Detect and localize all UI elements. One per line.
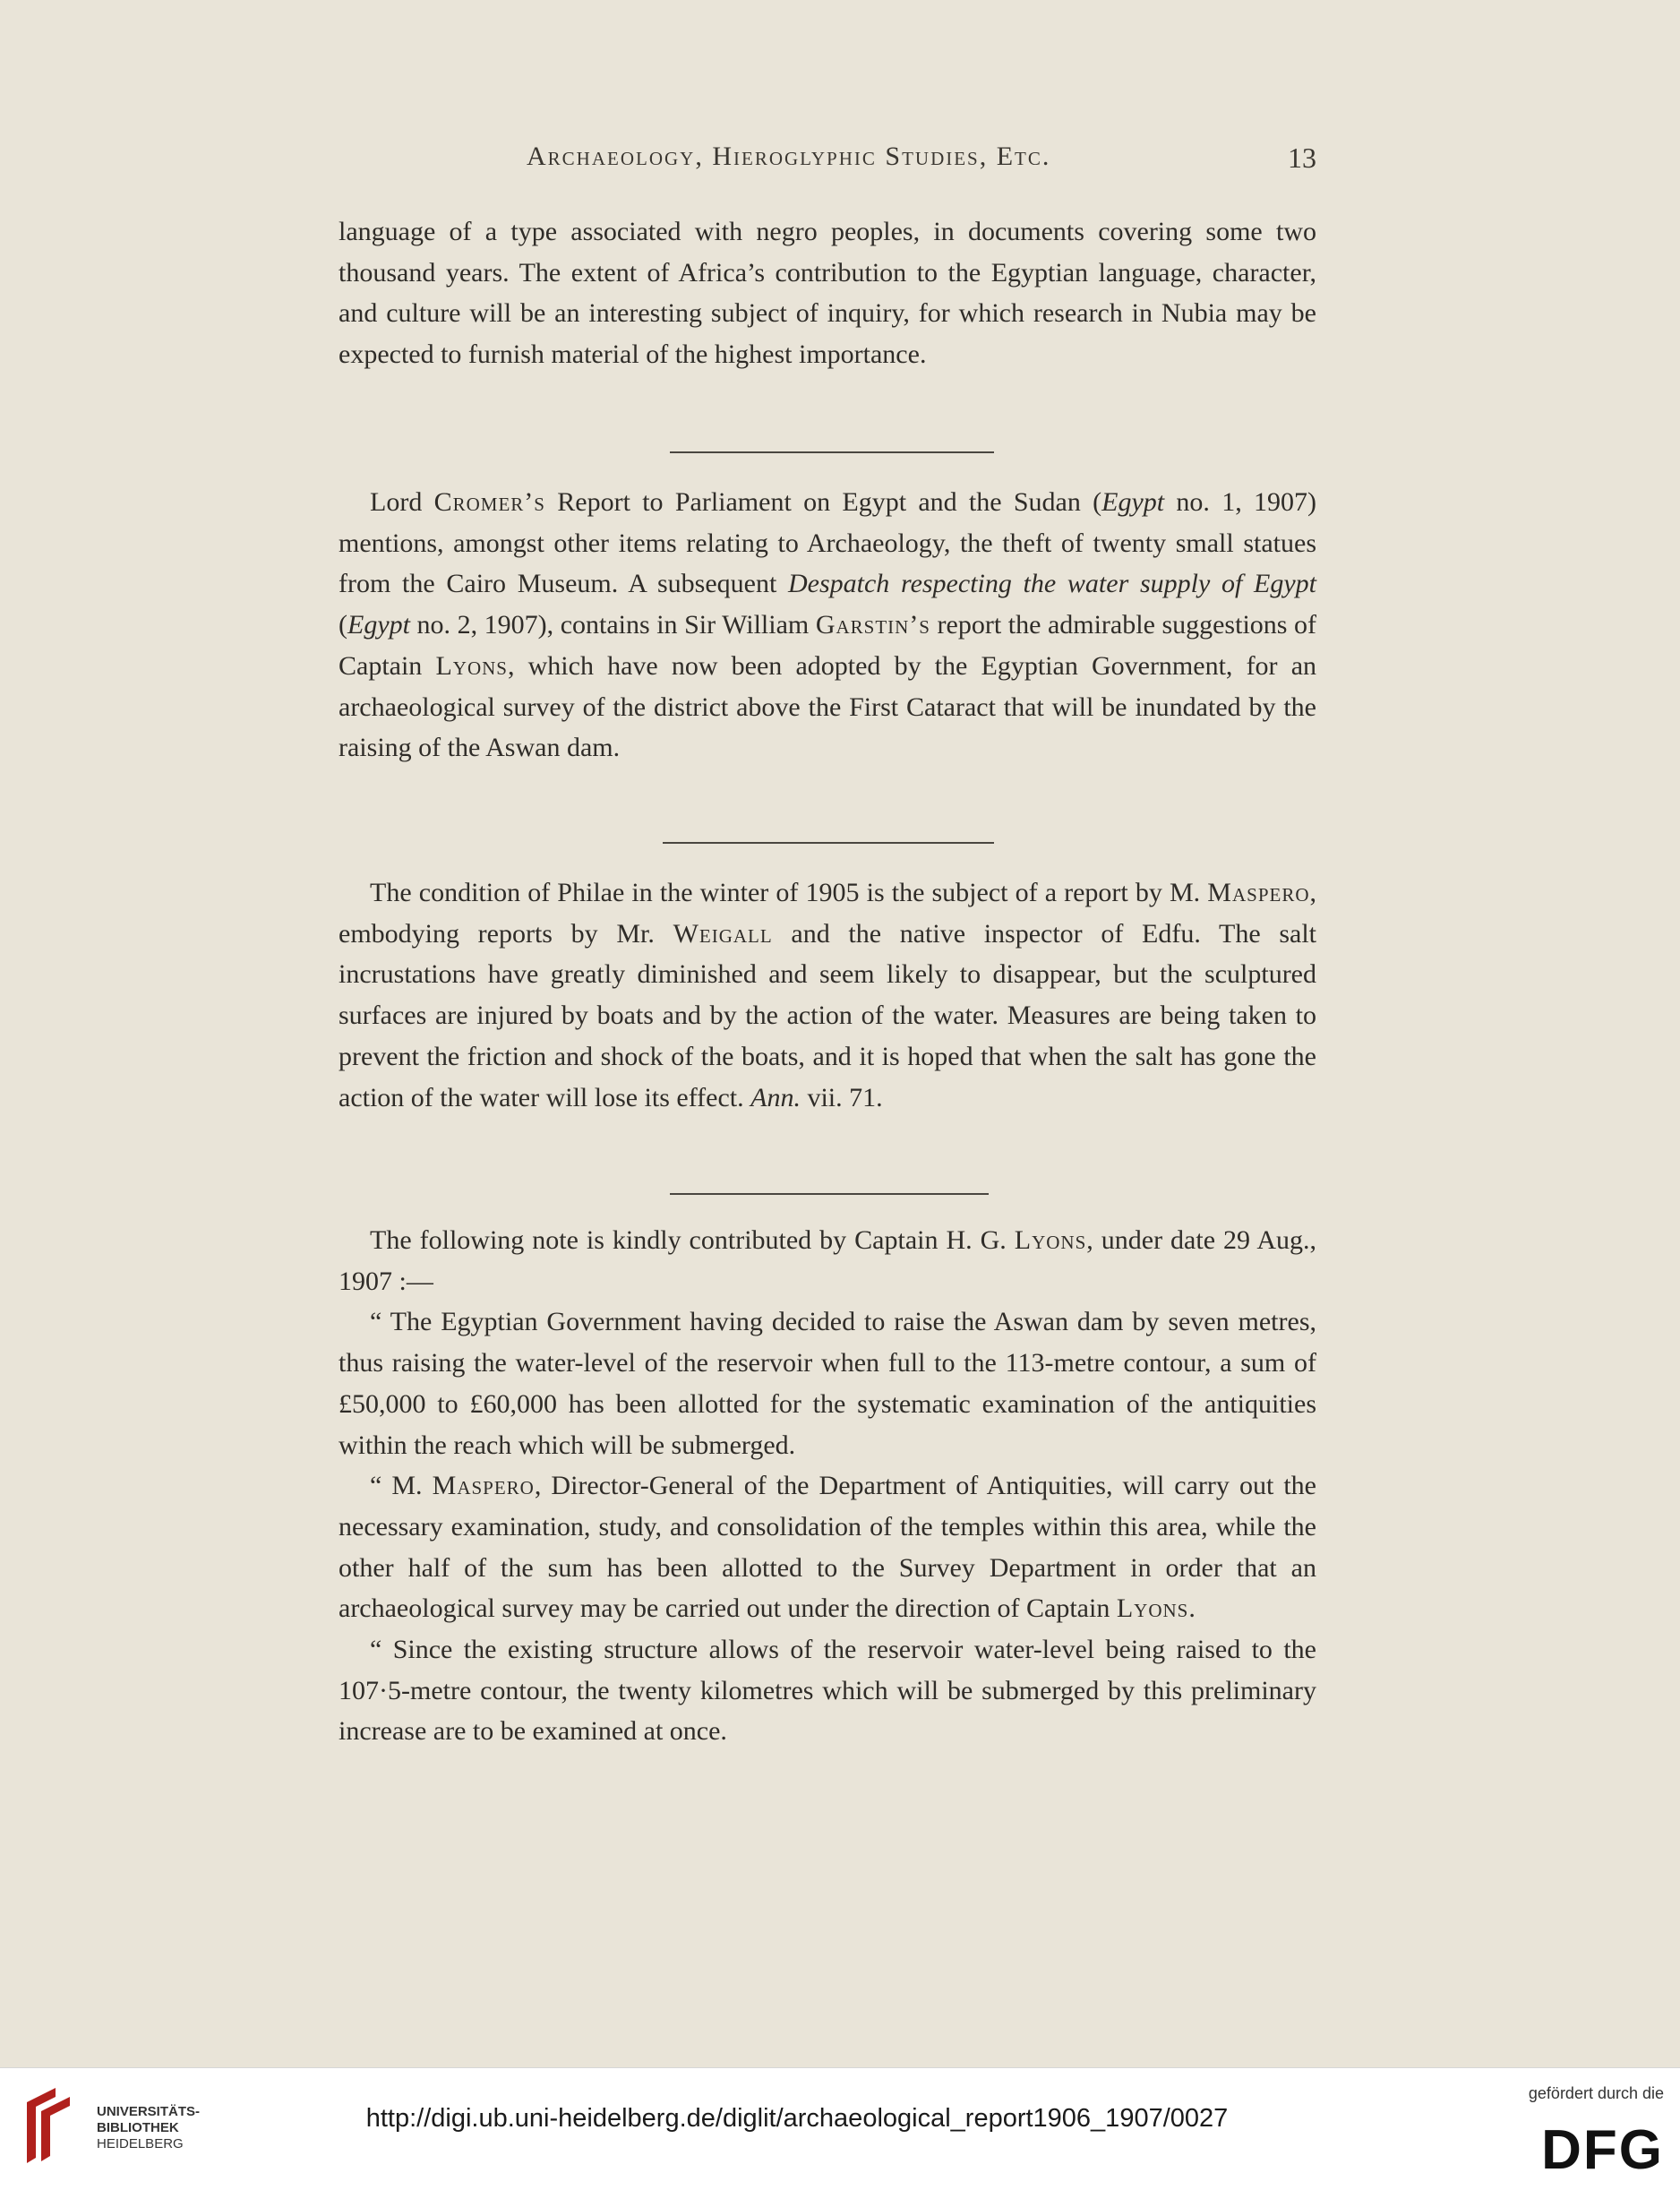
paragraph-lyons-note: The following note is kindly contributed by Captain H. G. Lyons, under date 29 Aug., 1907 :— “ The Egyptian Government having decided to raise the Aswan dam by seven metres, thus raising the water-level of the reservoir when full to the 113-metre contour, a sum of £50,000 to £60,000 has been allotted for the systematic examination of the antiquities within the reach which will be submerged. “ M. Maspero, Director-General of the Department of Antiquities, will carry out the necessary examination, study, and consolidation of the temples within this area, while the other half of the sum has been allotted to the Survey Department in order that an archaeological survey may be carried out under the direction of Captain Lyons. “ Since the existing structure allows of the reservoir water-level being raised to the 107·5-metre contour, the twenty kilometres which will be submerged by this preliminary increase are to be examined at once. xyxy=(339,1225,1317,1747)
paragraph-philae: The condition of Philae in the winter of 1905 is the subject of a report by M. Maspero, embodying reports by Mr. Weigall and the native inspector of Edfu. The salt incrustations have greatly diminished and seem likely to disappear, but the sculptured surfaces are injured by boats and by the action of the water. Measures are being taken to prevent the friction and shock of the boats, and it is hoped that when the salt has gone the action of the water will lose its effect. Ann. vii. 71. xyxy=(339,878,1316,1112)
paragraph-continuation: language of a type associated with negro peoples, in documents covering some two thousand years. The extent of Africa’s contribution to the Egyptian language, character, and culture will be an interesting subject of inquiry, for which research in Nubia may be expected to furnish material of the highest importance. xyxy=(339,217,1316,370)
page-header xyxy=(339,142,1316,186)
section-divider xyxy=(670,1193,989,1195)
page-number: 13 xyxy=(1288,142,1316,174)
library-name: UNIVERSITÄTS- BIBLIOTHEK HEIDELBERG xyxy=(97,2104,201,2151)
section-divider xyxy=(663,842,994,844)
university-library-logo-icon xyxy=(18,2084,81,2167)
funding-note: gefördert durch die xyxy=(1528,2084,1664,2102)
dfg-logo: DFG xyxy=(1541,2119,1664,2181)
section-divider xyxy=(670,451,994,453)
paragraph-cromer-report: Lord Cromer’s Report to Parliament on Egypt and the Sudan (Egypt no. 1, 1907) mentions, amongst other items relating to Archaeology, the theft of twenty small statues from the Cairo Museum. A subsequent Despatch respecting the water supply of Egypt (Egypt no. 2, 1907), contains in Sir William Garstin’s report the admirable suggestions of Captain Lyons, which have now been adopted by the Egyptian Government, for an archaeological survey of the district above the First Cataract that will be inundated by the raising of the Aswan dam. xyxy=(339,487,1317,763)
permalink-url[interactable]: http://digi.ub.uni-heidelberg.de/diglit/archaeological_report1906_1907/0027 xyxy=(365,2104,1229,2133)
viewer-footer xyxy=(0,2067,1680,2190)
running-title: Archaeology, Hieroglyphic Studies, Etc. xyxy=(527,142,1051,171)
